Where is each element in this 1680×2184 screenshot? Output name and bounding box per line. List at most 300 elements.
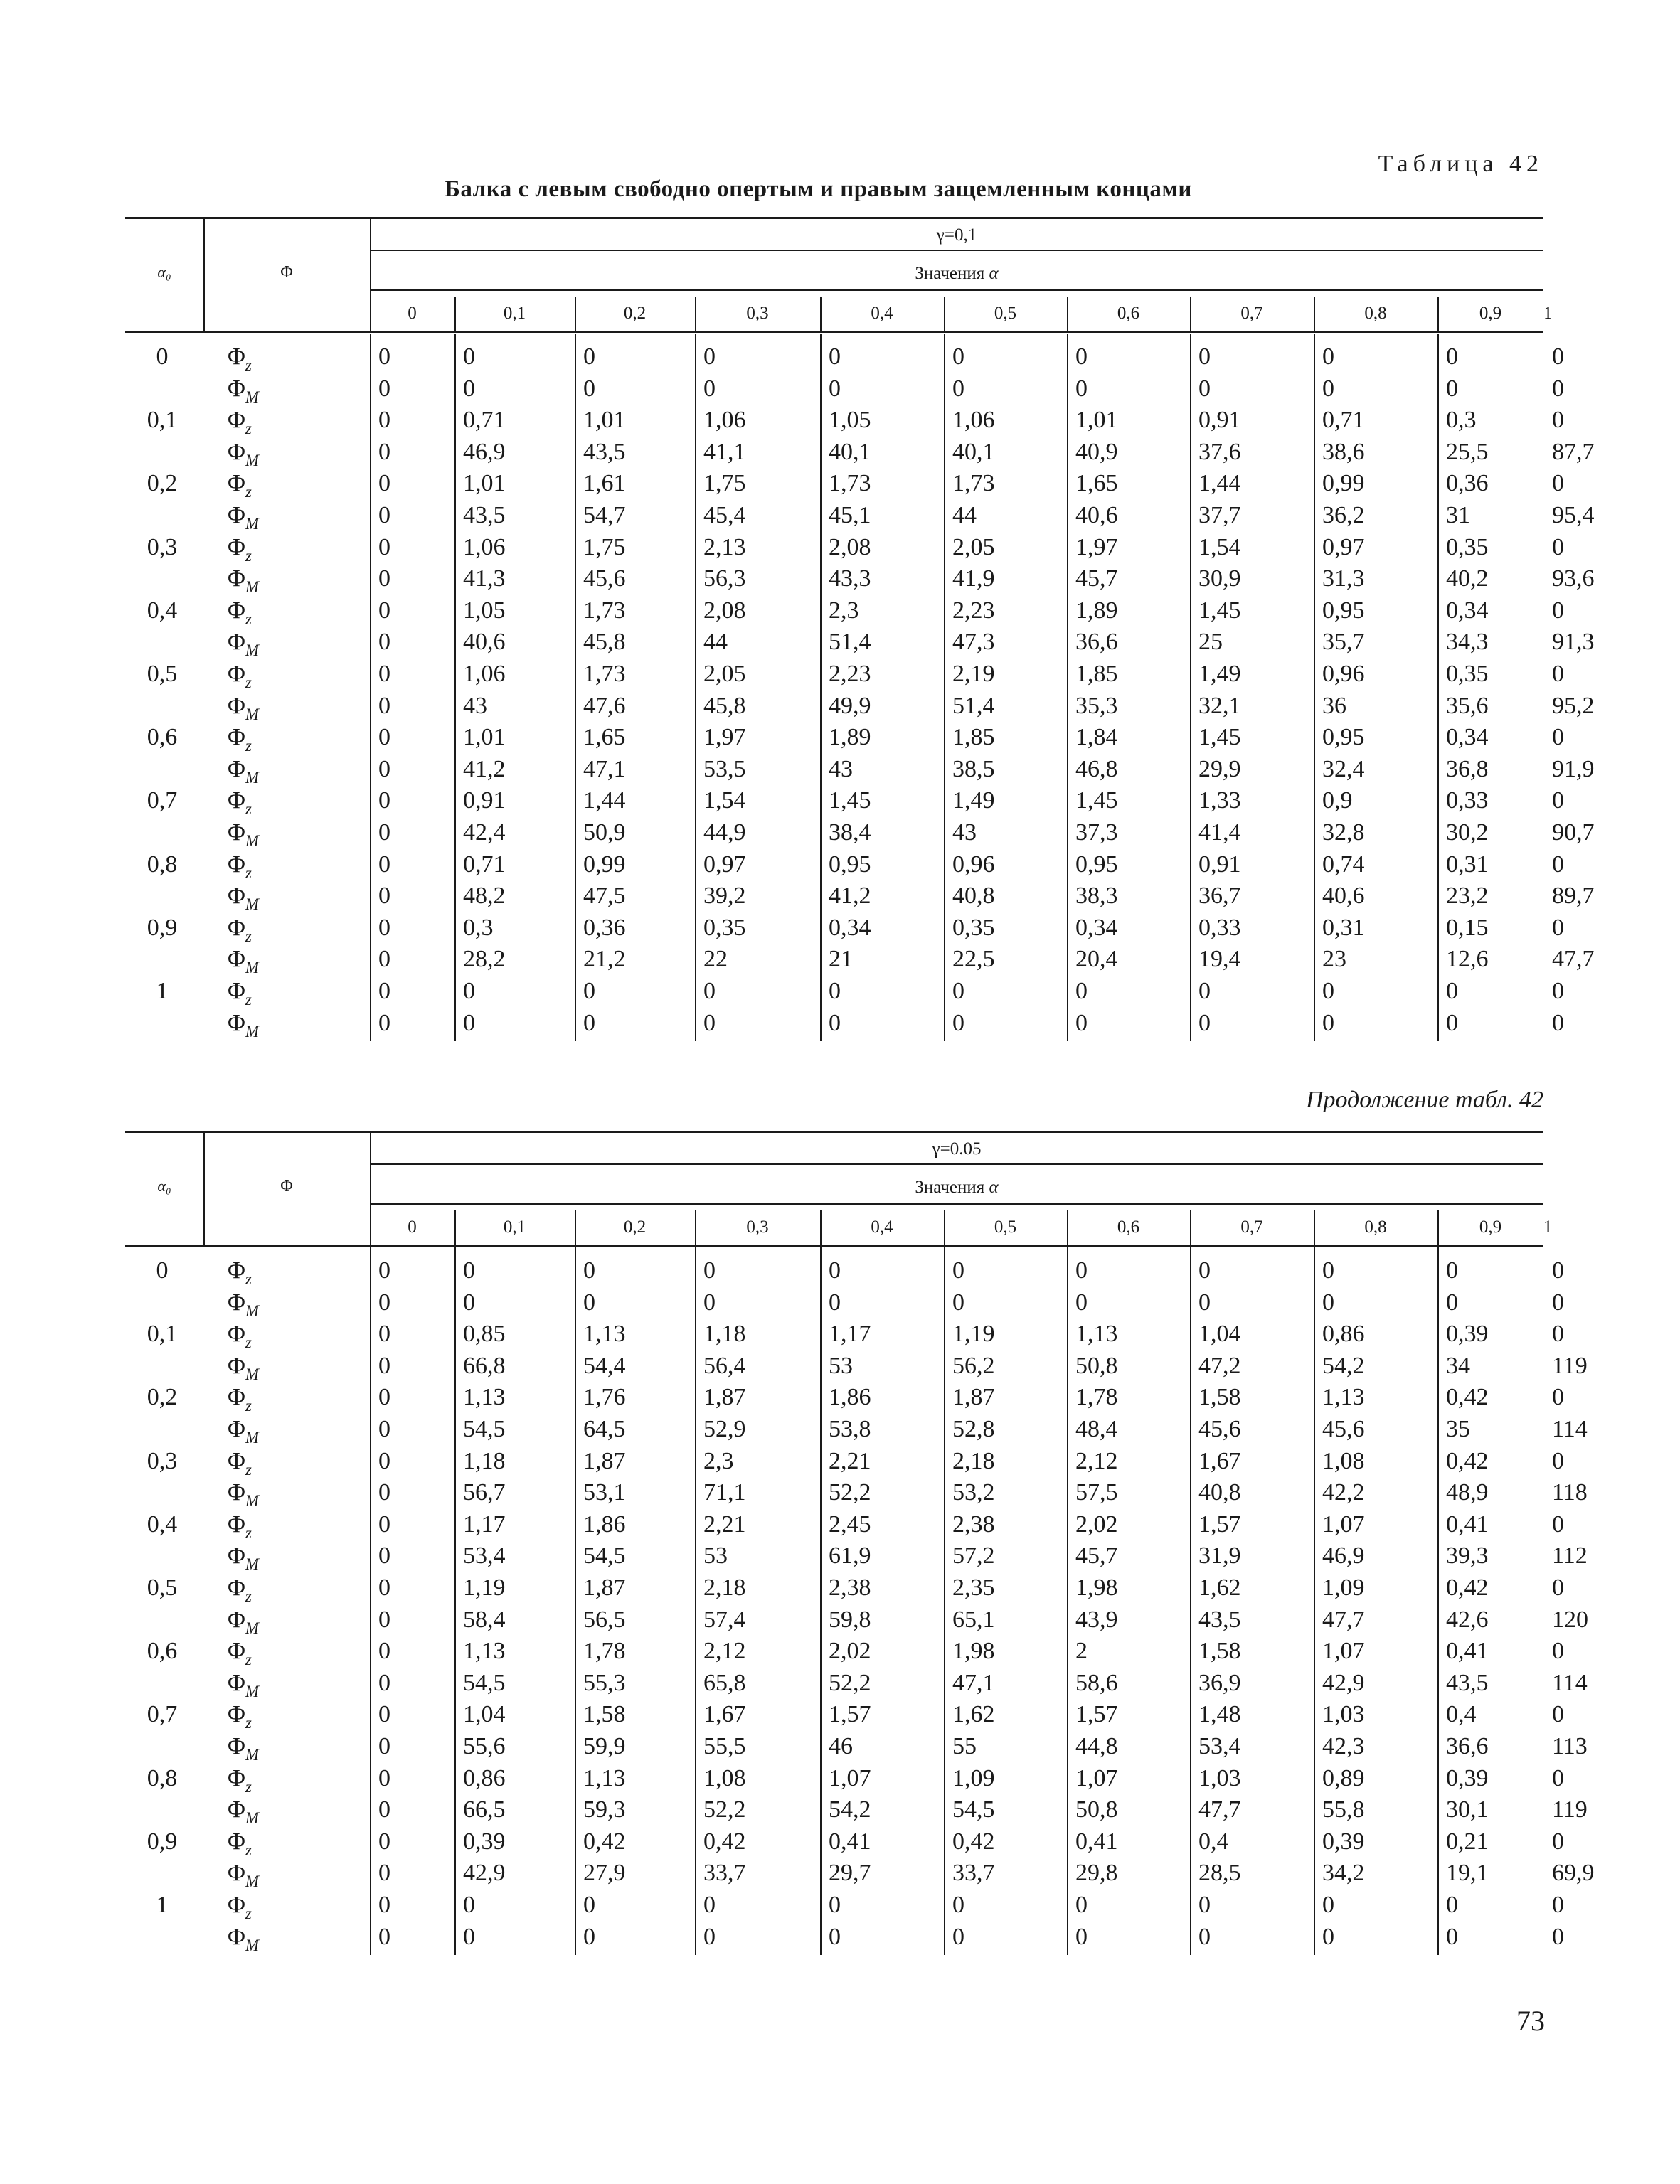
table-cell: 0 xyxy=(378,1009,390,1036)
table-cell: 45,6 xyxy=(583,565,626,592)
table-cell: 2,3 xyxy=(829,597,859,624)
table-cell: 112 xyxy=(1552,1543,1588,1570)
table-cell: 0 xyxy=(1552,1384,1564,1411)
table-cell: 0 xyxy=(378,1733,390,1759)
table-cell: 1,01 xyxy=(463,470,506,497)
table-cell: 2,08 xyxy=(703,597,746,624)
table-cell: 0,71 xyxy=(1322,407,1365,434)
table-cell: 45,4 xyxy=(703,502,746,528)
table-cell: 0 xyxy=(1322,1892,1334,1918)
table-cell: 1,78 xyxy=(1075,1384,1118,1411)
phi-subscript: z xyxy=(245,609,252,628)
table-cell: 41,9 xyxy=(952,565,995,592)
table-cell: 0 xyxy=(378,375,390,402)
table-cell: 31,9 xyxy=(1198,1543,1241,1570)
table-cell: 0 xyxy=(829,978,841,1004)
table-cell: 1,05 xyxy=(463,597,506,624)
table-cell: 0,15 xyxy=(1446,914,1489,941)
table-cell: 0 xyxy=(378,1764,390,1791)
table-cell: 0 xyxy=(378,661,390,687)
table-cell: 54,5 xyxy=(583,1543,626,1570)
phi-subscript: M xyxy=(245,515,260,533)
table-cell: 47,1 xyxy=(583,755,626,782)
table-cell: 1,13 xyxy=(583,1764,626,1791)
table-cell: 54,4 xyxy=(583,1352,626,1379)
table-cell: 1,13 xyxy=(1075,1321,1118,1348)
table-cell: 47,7 xyxy=(1198,1796,1241,1823)
table-cell: 41,4 xyxy=(1198,819,1241,846)
phi-subscript: z xyxy=(245,1270,252,1288)
table-cell: 36,6 xyxy=(1075,629,1118,656)
table-cell: 0,95 xyxy=(1075,851,1118,878)
phi-symbol: $\Phi_z$ xyxy=(228,1892,252,1922)
table-cell: 2,23 xyxy=(829,661,871,687)
table-cell: 50,8 xyxy=(1075,1352,1118,1379)
table-cell: 0 xyxy=(1322,1289,1334,1316)
table-cell: 46,8 xyxy=(1075,755,1118,782)
table-cell: 35,7 xyxy=(1322,629,1365,656)
table-cell: 0 xyxy=(463,1892,475,1918)
phi-subscript: M xyxy=(245,1873,260,1891)
table-cell: 0,33 xyxy=(1198,914,1241,941)
table-cell: 1,49 xyxy=(952,787,995,814)
alpha0-value: 0,7 xyxy=(147,787,178,814)
table-cell: 1,04 xyxy=(1198,1321,1241,1348)
table-cell: 1,08 xyxy=(703,1764,746,1791)
table-cell: 0 xyxy=(703,1009,716,1036)
table-cell: 38,5 xyxy=(952,755,995,782)
table-cell: 2,45 xyxy=(829,1511,871,1538)
alpha0-value: 0,7 xyxy=(147,1701,178,1728)
table-cell: 0,34 xyxy=(1446,724,1489,751)
table-cell: 66,8 xyxy=(463,1352,506,1379)
phi-symbol: $\Phi_M$ xyxy=(228,1352,260,1383)
table-cell: 0,85 xyxy=(463,1321,506,1348)
table-cell: 0 xyxy=(378,1384,390,1411)
table-cell: 0 xyxy=(1552,533,1564,560)
table-cell: 0,42 xyxy=(703,1828,746,1855)
table-cell: 1,06 xyxy=(703,407,746,434)
table-cell: 0,35 xyxy=(703,914,746,941)
table-cell: 21 xyxy=(829,946,853,973)
table-cell: 42,3 xyxy=(1322,1733,1365,1759)
table-cell: 0 xyxy=(583,1009,595,1036)
table-cell: 0 xyxy=(463,1923,475,1950)
table-cell: 2,38 xyxy=(829,1575,871,1601)
table-cell: 0 xyxy=(829,1009,841,1036)
table-cell: 65,8 xyxy=(703,1669,746,1696)
table-cell: 0 xyxy=(703,1892,716,1918)
table-cell: 32,8 xyxy=(1322,819,1365,846)
phi-subscript: z xyxy=(245,420,252,438)
phi-symbol: $\Phi_z$ xyxy=(228,1257,252,1288)
table-cell: 45,8 xyxy=(703,692,746,719)
values-header-text: Значения xyxy=(915,1178,985,1197)
phi-symbol: $\Phi_M$ xyxy=(228,1669,260,1700)
gamma-rule xyxy=(370,250,1543,251)
table-cell: 46,9 xyxy=(463,438,506,465)
body-column-divider xyxy=(1067,1247,1068,1955)
table-cell: 1,01 xyxy=(1075,407,1118,434)
table-cell: 20,4 xyxy=(1075,946,1118,973)
table-cell: 0 xyxy=(378,565,390,592)
table-cell: 0 xyxy=(378,1701,390,1728)
table-cell: 1,13 xyxy=(583,1321,626,1348)
table-cell: 1,84 xyxy=(1075,724,1118,751)
table-cell: 37,3 xyxy=(1075,819,1118,846)
gamma-label: γ=0.05 xyxy=(932,1139,982,1158)
table-cell: 0 xyxy=(1552,1923,1564,1950)
body-column-divider xyxy=(820,1247,822,1955)
table-cell: 1,73 xyxy=(583,661,626,687)
phi-subscript: z xyxy=(245,1905,252,1922)
table-cell: 44,9 xyxy=(703,819,746,846)
alpha0-value: 0,5 xyxy=(147,661,178,687)
table-cell: 0,35 xyxy=(1446,661,1489,687)
phi-subscript: z xyxy=(245,927,252,945)
table-cell: 1,87 xyxy=(952,1384,995,1411)
table-cell: 0,39 xyxy=(1322,1828,1365,1855)
table-cell: 69,9 xyxy=(1552,1860,1595,1887)
table-cell: 0 xyxy=(703,1923,716,1950)
table-cell: 95,2 xyxy=(1552,692,1595,719)
table-cell: 114 xyxy=(1552,1416,1588,1442)
phi-subscript: M xyxy=(245,1746,260,1764)
table-cell: 64,5 xyxy=(583,1416,626,1442)
table-cell: 0,41 xyxy=(1446,1638,1489,1665)
table-cell: 0 xyxy=(378,533,390,560)
table-cell: 45,6 xyxy=(1322,1416,1365,1442)
table-cell: 1,75 xyxy=(703,470,746,497)
table-cell: 0,86 xyxy=(463,1764,506,1791)
table-cell: 0 xyxy=(378,629,390,656)
table-cell: 59,8 xyxy=(829,1606,871,1633)
table-cell: 1,87 xyxy=(703,1384,746,1411)
table-cell: 54,2 xyxy=(829,1796,871,1823)
body-column-divider xyxy=(1437,1247,1439,1955)
table-cell: 2,23 xyxy=(952,597,995,624)
table-cell: 2,02 xyxy=(1075,1511,1118,1538)
table-cell: 2,12 xyxy=(1075,1447,1118,1474)
table-cell: 1,62 xyxy=(1198,1575,1241,1601)
alpha0-value: 0,2 xyxy=(147,470,178,497)
table-cell: 0 xyxy=(378,978,390,1004)
table-cell: 0 xyxy=(952,1257,964,1284)
alpha0-value: 0,8 xyxy=(147,851,178,878)
table-cell: 1,87 xyxy=(583,1447,626,1474)
table-cell: 71,1 xyxy=(703,1479,746,1506)
alpha0-value: 0,9 xyxy=(147,914,178,941)
table-cell: 35 xyxy=(1446,1416,1470,1442)
table-cell: 50,9 xyxy=(583,819,626,846)
phi-subscript: z xyxy=(245,1397,252,1415)
table-cell: 0 xyxy=(1552,470,1564,497)
table-cell: 1,06 xyxy=(463,661,506,687)
table-cell: 0 xyxy=(952,343,964,370)
table-cell: 1,58 xyxy=(1198,1638,1241,1665)
table-cell: 49,9 xyxy=(829,692,871,719)
table-cell: 0 xyxy=(1552,1257,1564,1284)
phi-symbol: $\Phi_z$ xyxy=(228,597,252,628)
alpha0-value: 0,6 xyxy=(147,724,178,751)
alpha0-header: α₀ xyxy=(157,1177,171,1195)
table-cell: 1,13 xyxy=(463,1638,506,1665)
table-cell: 57,4 xyxy=(703,1606,746,1633)
table-cell: 47,2 xyxy=(1198,1352,1241,1379)
column-header: 0,8 xyxy=(1364,1218,1387,1237)
column-header: 0,6 xyxy=(1117,1218,1140,1237)
table-cell: 0,34 xyxy=(1446,597,1489,624)
table-cell: 0 xyxy=(1552,1447,1564,1474)
table-cell: 42,4 xyxy=(463,819,506,846)
table-cell: 0 xyxy=(378,1575,390,1601)
phi-subscript: z xyxy=(245,1714,252,1732)
table-cell: 0,4 xyxy=(1198,1828,1229,1855)
body-column-divider xyxy=(695,1247,696,1955)
table-cell: 44 xyxy=(952,502,977,528)
body-divider-phi xyxy=(370,1247,371,1955)
table-cell: 1,19 xyxy=(463,1575,506,1601)
phi-symbol: $\Phi_M$ xyxy=(228,1416,260,1447)
table-cell: 0,34 xyxy=(1075,914,1118,941)
table-cell: 59,3 xyxy=(583,1796,626,1823)
phi-symbol: $\Phi_M$ xyxy=(228,565,260,597)
table-cell: 0,71 xyxy=(463,407,506,434)
table-cell: 0 xyxy=(378,724,390,751)
table-cell: 1,03 xyxy=(1198,1764,1241,1791)
table-cell: 1,44 xyxy=(1198,470,1241,497)
table-cell: 31 xyxy=(1446,502,1470,528)
alpha0-value: 0,4 xyxy=(147,1511,178,1538)
column-header: 0,5 xyxy=(994,1218,1017,1237)
phi-subscript: z xyxy=(245,546,252,565)
table-cell: 0 xyxy=(1322,1257,1334,1284)
table-cell: 93,6 xyxy=(1552,565,1595,592)
table-cell: 56,4 xyxy=(703,1352,746,1379)
table-cell: 0 xyxy=(1552,407,1564,434)
table-cell: 1,78 xyxy=(583,1638,626,1665)
table-cell: 0 xyxy=(463,1009,475,1036)
table-cell: 91,9 xyxy=(1552,755,1595,782)
column-header: 1 xyxy=(1543,1218,1553,1237)
table-cell: 58,4 xyxy=(463,1606,506,1633)
table-cell: 1,73 xyxy=(583,597,626,624)
table-cell: 0 xyxy=(583,343,595,370)
table-cell: 2,3 xyxy=(703,1447,734,1474)
table-cell: 45,1 xyxy=(829,502,871,528)
table-cell: 46 xyxy=(829,1733,853,1759)
table-cell: 0 xyxy=(378,1479,390,1506)
table-cell: 0 xyxy=(378,914,390,941)
table-cell: 66,5 xyxy=(463,1796,506,1823)
table-cell: 0 xyxy=(583,1257,595,1284)
table-cell: 29,9 xyxy=(1198,755,1241,782)
table-cell: 1,45 xyxy=(829,787,871,814)
phi-subscript: z xyxy=(245,863,252,882)
table-cell: 47,5 xyxy=(583,883,626,910)
phi-symbol: $\Phi_M$ xyxy=(228,1860,260,1891)
phi-symbol: $\Phi_M$ xyxy=(228,883,260,914)
table-cell: 0 xyxy=(1198,1923,1211,1950)
body-column-divider xyxy=(454,334,456,1041)
table-cell: 1,07 xyxy=(1322,1638,1365,1665)
table-cell: 43,5 xyxy=(1446,1669,1489,1696)
table-cell: 19,4 xyxy=(1198,946,1241,973)
alpha0-value: 0,6 xyxy=(147,1638,178,1665)
table-cell: 0 xyxy=(1446,978,1458,1004)
table-cell: 47,7 xyxy=(1322,1606,1365,1633)
table-cell: 0 xyxy=(952,1009,964,1036)
table-cell: 40,8 xyxy=(1198,1479,1241,1506)
table-cell: 46,9 xyxy=(1322,1543,1365,1570)
table-cell: 29,7 xyxy=(829,1860,871,1887)
table-cell: 1,86 xyxy=(829,1384,871,1411)
table-cell: 1,97 xyxy=(703,724,746,751)
table-cell: 12,6 xyxy=(1446,946,1489,973)
table-cell: 0 xyxy=(378,407,390,434)
table-cell: 0,86 xyxy=(1322,1321,1365,1348)
phi-symbol: $\Phi_M$ xyxy=(228,692,260,723)
table-cell: 40,1 xyxy=(829,438,871,465)
table-cell: 41,1 xyxy=(703,438,746,465)
table-cell: 1,58 xyxy=(583,1701,626,1728)
column-header: 0,1 xyxy=(503,304,526,323)
table-cell: 40,1 xyxy=(952,438,995,465)
table-cell: 1,85 xyxy=(952,724,995,751)
column-header: 0 xyxy=(408,304,417,323)
table-cell: 56,3 xyxy=(703,565,746,592)
table-cell: 35,6 xyxy=(1446,692,1489,719)
table-cell: 0 xyxy=(378,787,390,814)
table-cell: 0 xyxy=(463,343,475,370)
table-cell: 0 xyxy=(378,883,390,910)
column-header: 0,7 xyxy=(1240,304,1263,323)
table-cell: 2,21 xyxy=(829,1447,871,1474)
table-cell: 0,89 xyxy=(1322,1764,1365,1791)
table-cell: 21,2 xyxy=(583,946,626,973)
table-cell: 0 xyxy=(1552,1009,1564,1036)
table-cell: 28,2 xyxy=(463,946,506,973)
table-cell: 48,2 xyxy=(463,883,506,910)
column-header: 0,9 xyxy=(1479,1218,1502,1237)
header-bottom-rule xyxy=(125,1245,1543,1247)
phi-symbol: $\Phi_z$ xyxy=(228,407,252,438)
phi-symbol: $\Phi_M$ xyxy=(228,1796,260,1828)
table-cell: 1,98 xyxy=(1075,1575,1118,1601)
table-cell: 1,33 xyxy=(1198,787,1241,814)
table-cell: 33,7 xyxy=(952,1860,995,1887)
table-cell: 2,05 xyxy=(952,533,995,560)
table-cell: 120 xyxy=(1552,1606,1588,1633)
phi-subscript: z xyxy=(245,800,252,819)
table-cell: 0 xyxy=(378,1543,390,1570)
table-cell: 0 xyxy=(1446,1892,1458,1918)
phi-symbol: $\Phi_M$ xyxy=(228,438,260,469)
body-column-divider xyxy=(944,1247,945,1955)
table-cell: 38,3 xyxy=(1075,883,1118,910)
table-cell: 1,98 xyxy=(952,1638,995,1665)
table-cell: 36,2 xyxy=(1322,502,1365,528)
phi-symbol: $\Phi_z$ xyxy=(228,1511,252,1542)
table-cell: 0 xyxy=(1552,1321,1564,1348)
table-cell: 57,2 xyxy=(952,1543,995,1570)
table-cell: 90,7 xyxy=(1552,819,1595,846)
table-cell: 0 xyxy=(1552,1764,1564,1791)
table-cell: 56,2 xyxy=(952,1352,995,1379)
table-cell: 1,18 xyxy=(703,1321,746,1348)
table-cell: 0 xyxy=(463,978,475,1004)
table-cell: 0,96 xyxy=(952,851,995,878)
table-cell: 0 xyxy=(1446,1923,1458,1950)
phi-symbol: $\Phi_z$ xyxy=(228,661,252,691)
phi-symbol: $\Phi_z$ xyxy=(228,1828,252,1859)
table-cell: 37,7 xyxy=(1198,502,1241,528)
table-cell: 0 xyxy=(1552,661,1564,687)
table-cell: 0,41 xyxy=(829,1828,871,1855)
table-cell: 89,7 xyxy=(1552,883,1595,910)
table-cell: 52,2 xyxy=(829,1669,871,1696)
table-cell: 30,9 xyxy=(1198,565,1241,592)
table-cell: 0 xyxy=(1198,978,1211,1004)
phi-header: Φ xyxy=(280,263,293,282)
table-cell: 1,76 xyxy=(583,1384,626,1411)
table-cell: 1,07 xyxy=(1322,1511,1365,1538)
table-cell: 27,9 xyxy=(583,1860,626,1887)
table-cell: 34,3 xyxy=(1446,629,1489,656)
body-column-divider xyxy=(1190,334,1191,1041)
table-cell: 1,44 xyxy=(583,787,626,814)
table-cell: 1,86 xyxy=(583,1511,626,1538)
table-cell: 55,6 xyxy=(463,1733,506,1759)
table-cell: 95,4 xyxy=(1552,502,1595,528)
table-top-rule xyxy=(125,1131,1543,1133)
phi-subscript: M xyxy=(245,1936,260,1954)
table-cell: 1,61 xyxy=(583,470,626,497)
alpha0-value: 1 xyxy=(156,1892,169,1918)
body-column-divider xyxy=(575,1247,576,1955)
table-cell: 53,1 xyxy=(583,1479,626,1506)
phi-subscript: M xyxy=(245,1619,260,1637)
table-cell: 0 xyxy=(1075,978,1088,1004)
table-cell: 0 xyxy=(378,470,390,497)
table-cell: 0 xyxy=(829,343,841,370)
phi-subscript: M xyxy=(245,1429,260,1447)
phi-subscript: M xyxy=(245,388,260,406)
table-cell: 2,18 xyxy=(703,1575,746,1601)
alpha0-value: 0,8 xyxy=(147,1764,178,1791)
table-cell: 43,5 xyxy=(463,502,506,528)
table-cell: 43 xyxy=(952,819,977,846)
table-cell: 0 xyxy=(378,946,390,973)
table-cell: 2,13 xyxy=(703,533,746,560)
phi-symbol: $\Phi_z$ xyxy=(228,1321,252,1352)
table-cell: 36,9 xyxy=(1198,1669,1241,1696)
table-cell: 53,4 xyxy=(1198,1733,1241,1759)
table-cell: 52,8 xyxy=(952,1416,995,1442)
table-cell: 23,2 xyxy=(1446,883,1489,910)
table-cell: 22 xyxy=(703,946,728,973)
table-cell: 34 xyxy=(1446,1352,1470,1379)
table-cell: 113 xyxy=(1552,1733,1588,1759)
column-header: 0,9 xyxy=(1479,304,1502,323)
table-cell: 1,65 xyxy=(583,724,626,751)
table-cell: 0 xyxy=(952,375,964,402)
table-cell: 0 xyxy=(1446,1289,1458,1316)
table-cell: 0 xyxy=(1446,375,1458,402)
table-cell: 0 xyxy=(703,375,716,402)
table-cell: 0,99 xyxy=(1322,470,1365,497)
table-cell: 1,67 xyxy=(703,1701,746,1728)
